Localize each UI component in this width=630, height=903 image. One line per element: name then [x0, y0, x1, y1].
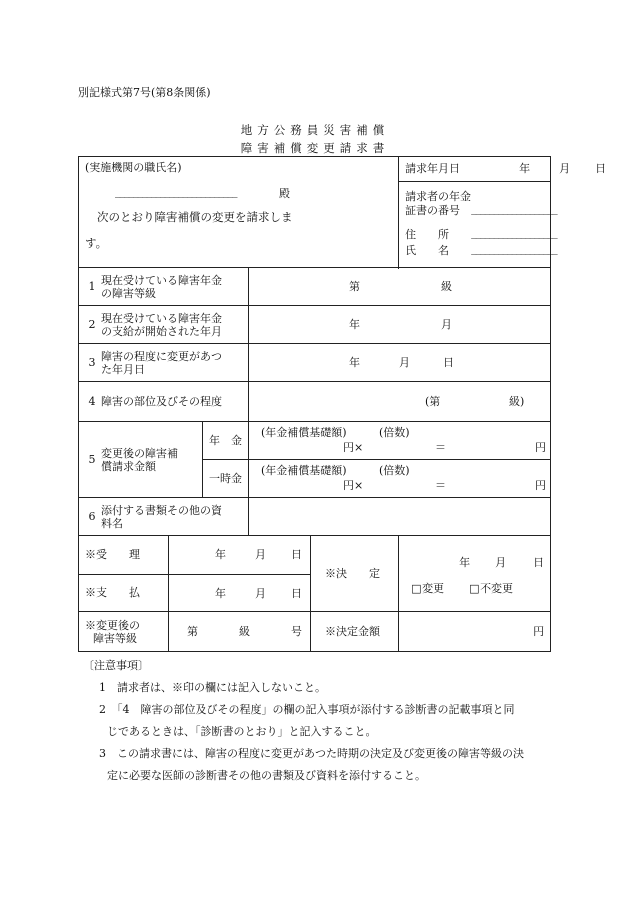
decision-day: 日 [533, 556, 545, 569]
row4-number: 4 [88, 395, 96, 408]
changed-label: 変更 [422, 582, 445, 595]
row2-label-line2: の支給が開始された年月 [101, 324, 222, 338]
grade-after-value-1: 第 [187, 625, 198, 638]
received-year: 年 [215, 548, 226, 562]
row2-value-cell[interactable] [249, 306, 551, 344]
received-day: 日 [291, 548, 302, 562]
pension-cert-label-1: 請求者の年金 [405, 190, 472, 203]
row3-label-line1: 障害の程度に変更があつ [101, 349, 222, 363]
unchanged-checkbox-icon: □ [469, 582, 480, 595]
claim-form-table [78, 156, 607, 652]
request-date-cell[interactable] [399, 157, 607, 182]
addressee-suffix: 殿 [279, 187, 290, 200]
paid-date-cell [169, 574, 311, 612]
row3-value-year: 年 [349, 356, 360, 369]
row1-label-cell [79, 268, 249, 306]
form-number: 別記様式第7号(第8条関係) [78, 86, 211, 99]
row4-label-cell [79, 382, 249, 422]
row1-label-line1: 現在受けている障害年金 [101, 273, 222, 287]
lump-sum-type-cell [203, 460, 249, 498]
received-label: ※受 理 [85, 548, 140, 562]
row2-number: 2 [88, 318, 96, 331]
notes-item1: 1 請求者は、※印の欄には記入しないこと。 [99, 681, 326, 694]
notes-item2-line2: じであるときは、「診断書のとおり」と記入すること。 [107, 725, 377, 738]
claimant-info-cell[interactable] [399, 182, 557, 268]
paid-year: 年 [215, 586, 226, 600]
name-blank[interactable]: ___________________ [471, 242, 557, 255]
row6-value-cell[interactable] [249, 498, 551, 536]
row1-value-suffix: 級 [441, 280, 452, 293]
row2-label-line1: 現在受けている障害年金 [101, 311, 222, 325]
lump-base-label: (年金補償基礎額) [261, 464, 347, 477]
row3-value-day: 日 [443, 356, 454, 369]
paid-month: 月 [255, 586, 266, 600]
lump-sum-amount-cell[interactable] [249, 460, 551, 498]
grade-after-label-cell [79, 612, 169, 652]
row1-value-cell[interactable] [249, 268, 551, 306]
row2-value-month: 月 [441, 318, 452, 331]
row5-label-cell [79, 422, 203, 498]
received-date-cell [169, 536, 311, 575]
request-line2: す。 [85, 236, 108, 250]
pension-base-label: (年金補償基礎額) [261, 426, 347, 439]
decision-year: 年 [459, 556, 471, 569]
grade-after-value-3: 号 [291, 625, 302, 638]
pension-cert-label-2: 証書の番号 [405, 204, 461, 217]
row1-value-prefix: 第 [349, 280, 360, 293]
pension-yen: 円 [535, 441, 546, 454]
notes-item2-line1: 2 「4 障害の部位及びその程度」の欄の記入事項が添付する診断書の記載事項と同 [99, 703, 515, 716]
notes-heading: 〔注意事項〕 [83, 659, 149, 672]
row4-value-close: 級) [509, 395, 525, 408]
request-year: 年 [519, 162, 531, 175]
pension-type-cell [203, 422, 249, 460]
lump-sum-type-label: 一時金 [209, 472, 242, 485]
row3-number: 3 [88, 356, 96, 369]
decision-label: ※決 定 [325, 567, 380, 580]
pension-equals: ＝ [435, 441, 446, 454]
row6-label-line2: 料名 [101, 516, 123, 530]
row5-label-line1: 変更後の障害補 [101, 446, 178, 460]
row1-number: 1 [88, 280, 96, 293]
pension-amount-cell[interactable] [249, 422, 551, 460]
address-blank[interactable]: ___________________ [471, 226, 557, 239]
request-day: 日 [595, 162, 607, 175]
request-date-label: 請求年月日 [405, 162, 461, 175]
address-label: 住 所 [405, 228, 450, 241]
row4-value-open: (第 [425, 395, 441, 408]
row2-label-cell [79, 306, 249, 344]
received-month: 月 [255, 548, 266, 562]
pension-cert-blank[interactable]: ___________________ [471, 202, 557, 215]
paid-day: 日 [291, 586, 302, 600]
grade-after-label-line1: ※変更後の [85, 618, 140, 632]
paid-label: ※支 払 [85, 586, 140, 600]
lump-yen: 円 [535, 479, 546, 492]
lump-yen-times: 円× [343, 479, 364, 492]
notes-item3-line1: 3 この請求書には、障害の程度に変更があつた時期の決定及び変更後の障害等級の決 [99, 747, 524, 760]
row6-label-line1: 添付する書類その他の資 [101, 503, 222, 517]
pension-type-label: 年 金 [209, 434, 242, 447]
form-title-line2: 障害補償変更請求書 [240, 141, 390, 155]
row5-number: 5 [88, 453, 96, 466]
notes-item3-line2: 定に必要な医師の診断書その他の書類及び資料を添付すること。 [107, 769, 426, 782]
row5-label-line2: 償請求金額 [101, 459, 156, 473]
lump-equals: ＝ [435, 479, 446, 492]
row4-value-cell[interactable] [249, 382, 551, 422]
name-label: 氏 名 [405, 244, 450, 257]
row6-number: 6 [88, 510, 96, 523]
row4-label: 障害の部位及びその程度 [101, 395, 222, 408]
row2-value-year: 年 [349, 318, 360, 331]
grade-after-value-cell [169, 612, 311, 652]
notes-section [83, 655, 524, 787]
pension-times-label: (倍数) [379, 426, 410, 439]
decided-amount-label-cell [311, 612, 399, 652]
row3-value-cell[interactable] [249, 344, 551, 382]
grade-after-label-line2: 障害等級 [93, 631, 137, 645]
row3-label-cell [79, 344, 249, 382]
pension-yen-times: 円× [343, 441, 364, 454]
changed-checkbox-icon: □ [411, 582, 422, 595]
grade-after-value-2: 級 [239, 625, 250, 638]
agency-name-blank[interactable]: ___________________________ [115, 185, 237, 198]
decided-amount-yen: 円 [533, 625, 545, 638]
paid-label-cell [79, 574, 169, 612]
decision-month: 月 [495, 556, 507, 569]
decision-label-cell [311, 536, 399, 612]
decided-amount-value-cell [399, 612, 551, 652]
row3-label-line2: た年月日 [101, 362, 145, 376]
agency-label: (実施機関の職氏名) [85, 161, 182, 174]
row1-label-line2: の障害等級 [101, 286, 156, 300]
request-line1: 次のとおり障害補償の変更を請求しま [97, 210, 293, 224]
decision-value-cell [399, 536, 551, 612]
received-label-cell [79, 536, 169, 575]
request-month: 月 [559, 162, 571, 175]
lump-times-label: (倍数) [379, 464, 410, 477]
unchanged-label: 不変更 [480, 582, 514, 595]
row3-value-month: 月 [399, 356, 410, 369]
header-left-cell [79, 157, 399, 268]
form-title-line1: 地方公務員災害補償 [240, 123, 390, 137]
row6-label-cell [79, 498, 249, 536]
decided-amount-label: ※決定金額 [325, 625, 380, 638]
